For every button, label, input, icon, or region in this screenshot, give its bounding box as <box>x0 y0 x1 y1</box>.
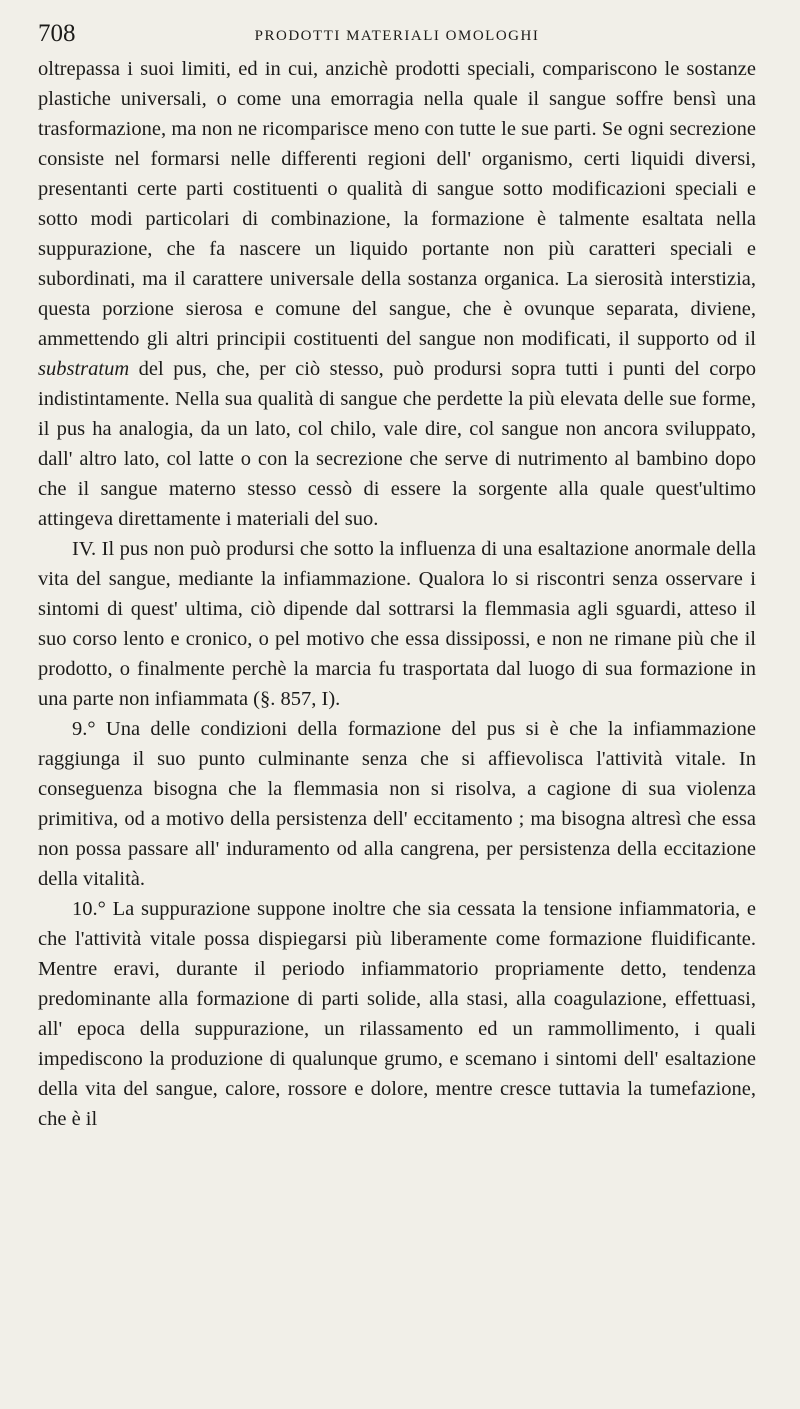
paragraph-point-9 <box>38 714 756 894</box>
italic-term: substratum <box>38 358 130 380</box>
paragraph-text: oltrepassa i suoi limiti, ed in cui, anzichè prodotti speciali, compariscono le sostanze plastiche universali, o come una emorragia nella quale il sangue soffre bensì una trasformazione, ma non ne ricomparisce meno con tutte le sue parti. Se ogni secrezione consiste nel formarsi nelle differenti regioni dell' organismo, certi liquidi diversi, presentanti certe parti costituenti o qualità di sangue sotto modificazioni speciali e sotto modi particolari di combinazione, la formazione è talmente esaltata nella suppurazione, che fa nascere un liquido portante non più caratteri speciali e subordinati, ma il carattere universale della sostanza organica. La sierosità interstizia, questa porzione sierosa e comune del sangue, che è ovunque separata, diviene, ammettendo gli altri principii costituenti del sangue non modificati, il supporto od il <box>38 58 756 350</box>
paragraph-text: del pus, che, per ciò stesso, può prodursi sopra tutti i punti del corpo indistintamente. Nella sua qualità di sangue che perdette la più elevata delle sue forme, il pus ha analogia, da un lato, col chilo, vale dire, col sangue non ancora sviluppato, dall' altro lato, col latte o con la secrezione che serve di nutrimento al bambino dopo che il sangue materno stesso cessò di essere la sorgente alla quale quest'ultimo attingeva direttamente i materiali del suo. <box>38 358 756 530</box>
paragraph-continued <box>38 54 756 534</box>
body-text <box>38 54 756 1134</box>
page-header <box>38 14 756 54</box>
paragraph-text: 9.° Una delle condizioni della formazione del pus si è che la infiammazione raggiunga il suo punto culminante senza che si affievolisca l'attività vitale. In conseguenza bisogna che la flemmasia non si risolva, a cagione di sua violenza primitiva, od a motivo della persistenza dell' eccitamento ; ma bisogna altresì che essa non possa passare all' induramento od alla cangrena, per persistenza della eccitazione della vitalità. <box>38 718 756 890</box>
running-head: PRODOTTI MATERIALI OMOLOGHI <box>254 28 540 44</box>
paragraph-point-10 <box>38 894 756 1134</box>
paragraph-text: 10.° La suppurazione suppone inoltre che sia cessata la tensione infiammatoria, e che l'attività vitale possa dispiegarsi più liberamente come formazione fluidificante. Mentre eravi, durante il periodo infiammatorio propriamente detto, tendenza predominante alla formazione di parti solide, alla stasi, alla coagulazione, effettuasi, all' epoca della suppurazione, un rilassamento ed un rammollimento, i quali impediscono la produzione di qualunque grumo, e scemano i sintomi dell' esaltazione della vita del sangue, calore, rossore e dolore, mentre cresce tuttavia la tumefazione, che è il <box>38 898 756 1130</box>
paragraph-section-iv <box>38 534 756 714</box>
page-number: 708 <box>38 20 76 47</box>
paragraph-text: IV. Il pus non può prodursi che sotto la influenza di una esaltazione anormale della vita del sangue, mediante la infiammazione. Qualora lo si riscontri senza osservare i sintomi di quest' ultima, ciò dipende dal sottrarsi la flemmasia agli sguardi, atteso il suo corso lento e cronico, o pel motivo che essa dissipossi, e non ne rimane più che il prodotto, o finalmente perchè la marcia fu trasportata dal luogo di sua formazione in una parte non infiammata (§. 857, I). <box>38 538 756 710</box>
